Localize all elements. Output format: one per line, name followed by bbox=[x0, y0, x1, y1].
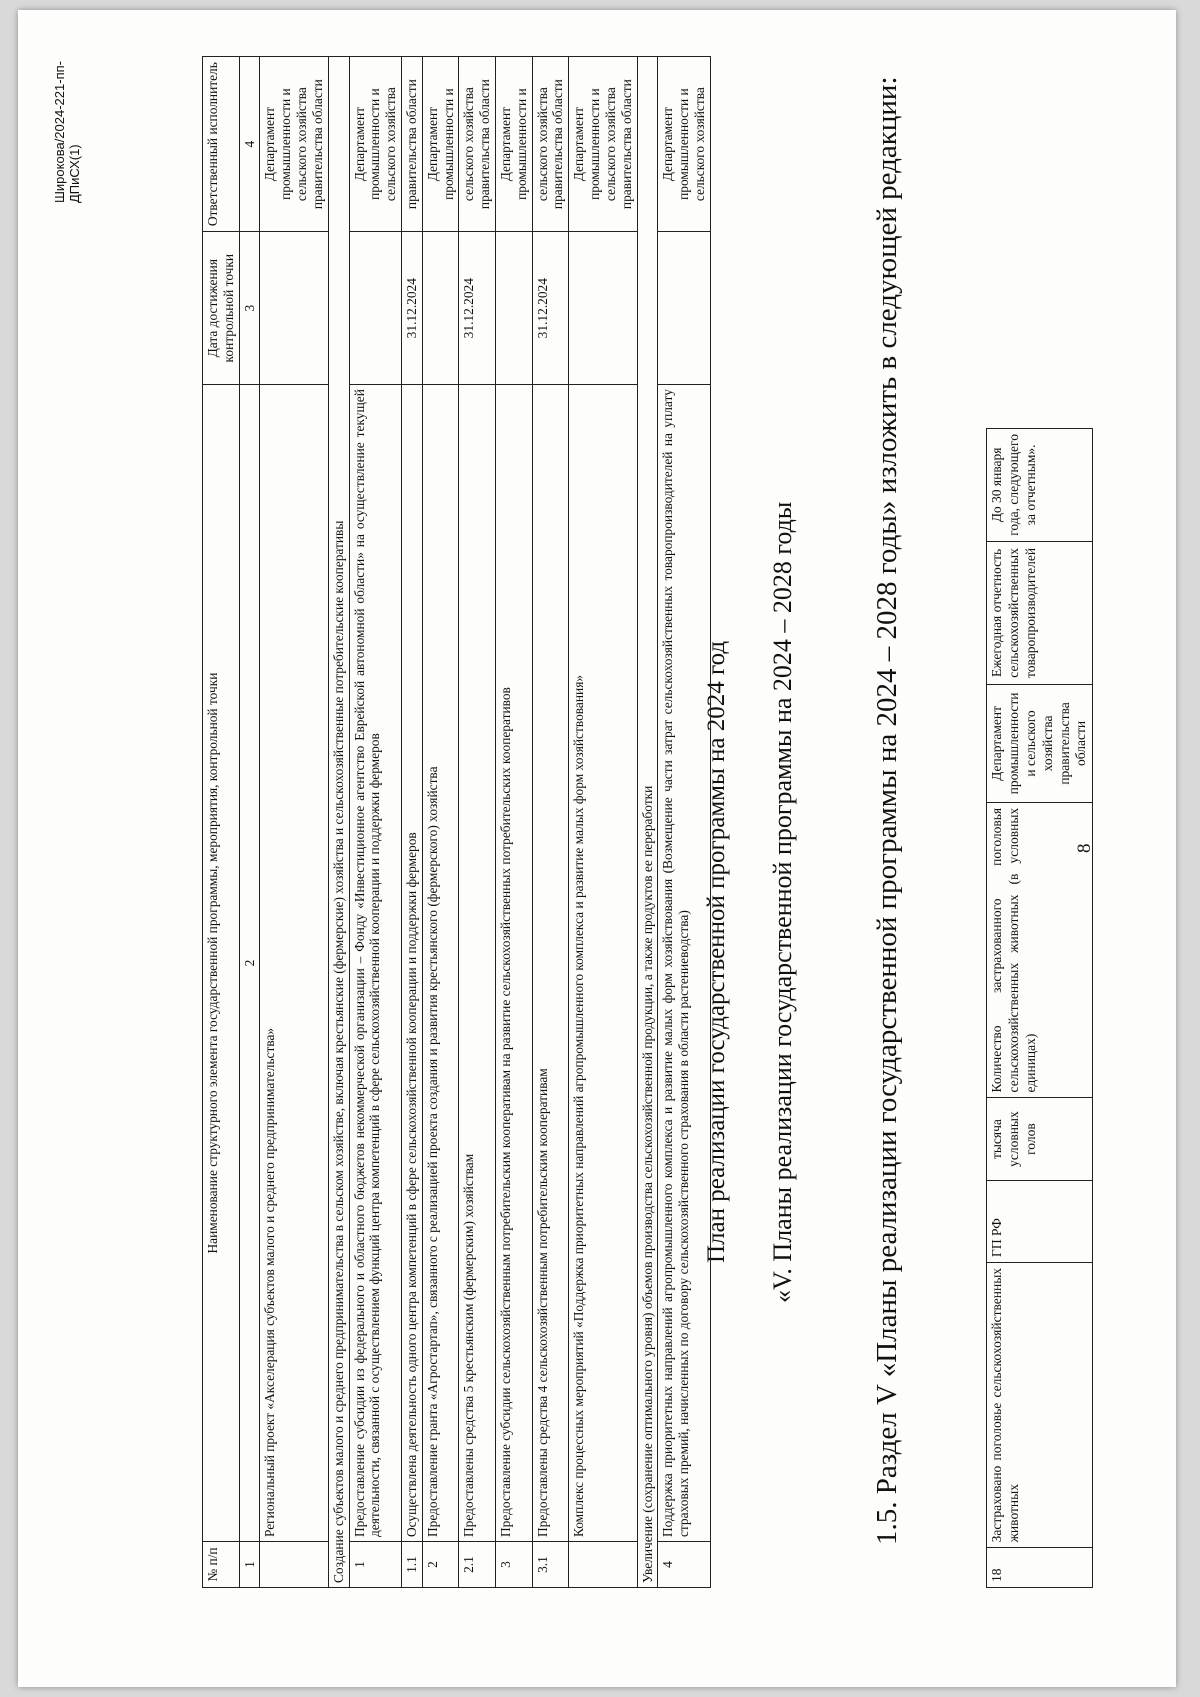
date-cell bbox=[422, 232, 459, 385]
plans-title: «V. Планы реализации государственной программы на 2024 – 2028 годы bbox=[768, 501, 797, 1303]
table-row bbox=[987, 429, 1093, 1588]
activity-name-cell: Предоставление субсидии из федерального и областного бюджетов некоммерческой организации – Фонду «Инвестиционное агентство Еврейской автономной области» на осуществление текущей деятельности, связанной с осуществлением функций центра компетенций в сфере сельскохозяйственной кооперации и поддержки фермеров bbox=[349, 385, 401, 1542]
calculation-method: Количество застрахованного поголовья сельскохозяйственных животных (в условных единицах) bbox=[987, 802, 1093, 1098]
section-task-cell: Создание субъектов малого и среднего предпринимательства в сельском хозяйстве, включая крестьянские (фермерские) хозяйства и сельскохозяйственные потребительские кооперативы bbox=[328, 57, 349, 1588]
responsible-cell: Департамент промышленности и сельского хозяйства правительства области bbox=[569, 57, 637, 232]
row-number-cell: 1.1 bbox=[401, 1542, 422, 1588]
row-number-cell bbox=[569, 1542, 637, 1588]
section-heading: 1.5. Раздел V «Планы реализации государственной программы на 2024 – 2028 годы» изложить в следующей редакции: bbox=[871, 76, 903, 1545]
activity-name-cell: Поддержка приоритетных направлений агропромышленного комплекса и развитие малых форм хозяйствования (Возмещение части затрат сельскохозяйственных товаропроизводителей на уплату страховых премий, начисленных по договору сельскохозяйственного страхования в области растениеводства) bbox=[658, 385, 710, 1542]
responsible-cell: Департамент промышленности и сельского хозяйства правительства области bbox=[987, 685, 1093, 803]
row-number-cell: 3 bbox=[496, 1542, 533, 1588]
responsible-cell: Департамент промышленности и сельского хозяйства bbox=[658, 57, 710, 232]
document-footer: Широкова/2024-221-пп-ДПиСХ(1) bbox=[52, 61, 82, 203]
date-cell bbox=[569, 232, 637, 385]
indicator-type: ГП РФ bbox=[987, 1180, 1093, 1262]
column-number: 4 bbox=[239, 57, 260, 232]
column-header: Ответственный исполнитель bbox=[203, 57, 240, 232]
activity-name-cell: Предоставлены средства 5 крестьянским (фермерским) хозяйствам bbox=[459, 385, 496, 1542]
column-header: № п/п bbox=[203, 1542, 240, 1588]
plan-title: План реализации государственной программы на 2024 год bbox=[703, 640, 730, 1263]
column-header: Наименование структурного элемента государственной программы, мероприятия, контрольной точки bbox=[203, 385, 240, 1542]
row-number: 18 bbox=[987, 1548, 1093, 1588]
date-cell bbox=[658, 232, 710, 385]
row-number-cell: 1 bbox=[349, 1542, 401, 1588]
table-row bbox=[496, 57, 533, 1588]
table-header-row bbox=[203, 57, 240, 1588]
date-cell: 31.12.2024 bbox=[459, 232, 496, 385]
table-row bbox=[637, 57, 658, 1588]
indicator-table-end bbox=[986, 428, 1093, 1588]
row-number-cell: 2 bbox=[422, 1542, 459, 1588]
responsible-cell: сельского хозяйства правительства области bbox=[532, 57, 569, 232]
rotated-content bbox=[28, 23, 1168, 1683]
table-row bbox=[532, 57, 569, 1588]
section-task-cell: Увеличение (сохранение оптимального уровня) объемов производства сельскохозяйственной продукции, а также продуктов ее переработки bbox=[637, 57, 658, 1588]
row-number-cell: 2.1 bbox=[459, 1542, 496, 1588]
activity-name-cell: Предоставлены средства 4 сельскохозяйственным потребительским кооперативам bbox=[532, 385, 569, 1542]
column-header: Дата достижения контрольной точки bbox=[203, 232, 240, 385]
table-row bbox=[349, 57, 401, 1588]
table-row bbox=[459, 57, 496, 1588]
activity-name-cell: Региональный проект «Акселерация субъектов малого и среднего предпринимательства» bbox=[260, 385, 328, 1542]
document-page bbox=[18, 10, 1176, 1687]
data-source-cell: Ежегодная отчетность сельскохозяйственных товаропроизводителей bbox=[987, 541, 1093, 684]
deadline-cell: До 30 января года, следующего за отчетным». bbox=[987, 429, 1093, 542]
plan-table bbox=[202, 56, 711, 1588]
table-row bbox=[422, 57, 459, 1588]
table-row bbox=[569, 57, 637, 1588]
activity-name-cell: Предоставление гранта «Агростартап», связанного с реализацией проекта создания и развития крестьянского (фермерского) хозяйства bbox=[422, 385, 459, 1542]
responsible-cell: правительства области bbox=[401, 57, 422, 232]
column-number: 1 bbox=[239, 1542, 260, 1588]
activity-name-cell: Комплекс процессных мероприятий «Поддержка приоритетных направлений агропромышленного комплекса и развитие малых форм хозяйствования» bbox=[569, 385, 637, 1542]
responsible-cell: Департамент промышленности и bbox=[422, 57, 459, 232]
indicator-name: Застраховано поголовье сельскохозяйственных животных bbox=[987, 1262, 1093, 1547]
date-cell: 31.12.2024 bbox=[532, 232, 569, 385]
column-number: 2 bbox=[239, 385, 260, 1542]
date-cell bbox=[496, 232, 533, 385]
activity-name-cell: Предоставление субсидии сельскохозяйственным потребительским кооперативам на развитие сельскохозяйственных потребительских кооперативов bbox=[496, 385, 533, 1542]
row-number-cell bbox=[260, 1542, 328, 1588]
indicator-unit: тысяча условных голов bbox=[987, 1098, 1093, 1180]
table-header-numbers bbox=[239, 57, 260, 1588]
date-cell: 31.12.2024 bbox=[401, 232, 422, 385]
date-cell bbox=[260, 232, 328, 385]
activity-name-cell: Осуществлена деятельность одного центра компетенций в сфере сельскохозяйственной кооперации и поддержки фермеров bbox=[401, 385, 422, 1542]
plan-table-body bbox=[260, 57, 710, 1588]
table-row bbox=[401, 57, 422, 1588]
row-number-cell: 3.1 bbox=[532, 1542, 569, 1588]
row-number-cell: 4 bbox=[658, 1542, 710, 1588]
date-cell bbox=[349, 232, 401, 385]
table-row bbox=[328, 57, 349, 1588]
page-number: 8 bbox=[1074, 843, 1095, 853]
table-row bbox=[658, 57, 710, 1588]
column-number: 3 bbox=[239, 232, 260, 385]
responsible-cell: сельского хозяйства правительства области bbox=[459, 57, 496, 232]
responsible-cell: Департамент промышленности и сельского хозяйства bbox=[349, 57, 401, 232]
responsible-cell: Департамент промышленности и bbox=[496, 57, 533, 232]
responsible-cell: Департамент промышленности и сельского хозяйства правительства области bbox=[260, 57, 328, 232]
table-row bbox=[260, 57, 328, 1588]
